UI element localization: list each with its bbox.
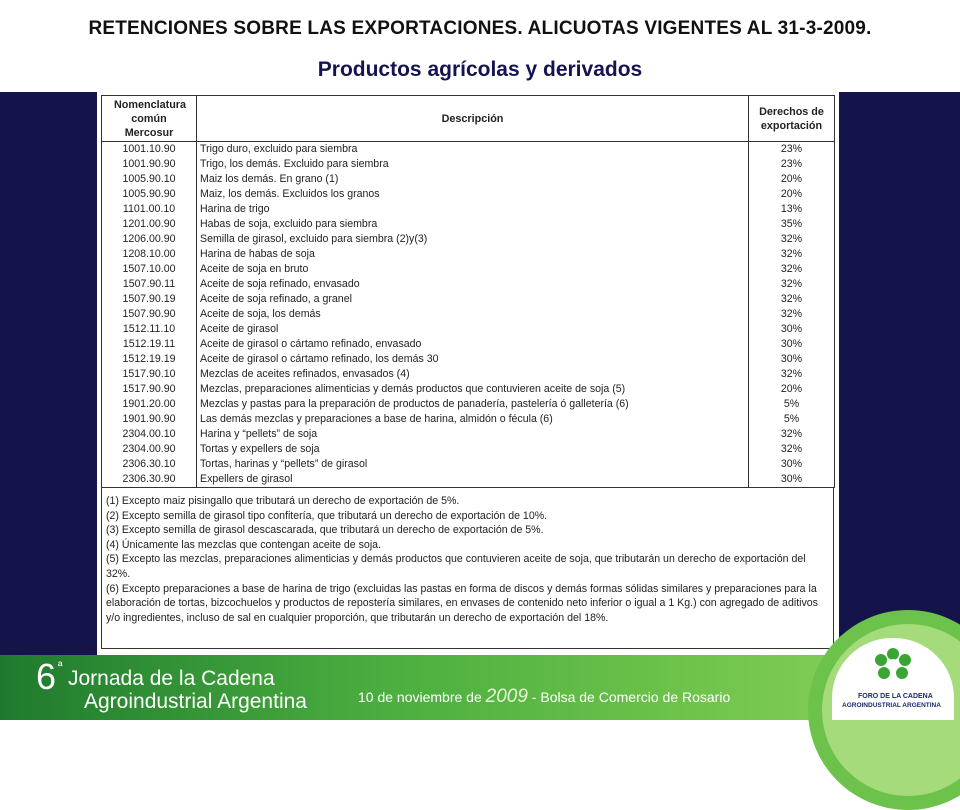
table-row: [102, 472, 835, 488]
ncm-code: 1512.19.19: [102, 352, 197, 367]
table-row: [102, 442, 835, 457]
export-rate: 30%: [749, 337, 835, 352]
table-row: [102, 292, 835, 307]
export-rate: 32%: [749, 277, 835, 292]
export-rate: 23%: [749, 142, 835, 158]
export-rate: 32%: [749, 247, 835, 262]
product-description: Mezclas, preparaciones alimenticias y demás productos que contuvieren aceite de soja (5): [197, 382, 749, 397]
export-rate: 30%: [749, 352, 835, 367]
ncm-code: 1507.90.11: [102, 277, 197, 292]
export-rate: 30%: [749, 457, 835, 472]
ncm-code: 1005.90.10: [102, 172, 197, 187]
product-description: Maiz, los demás. Excluidos los granos: [197, 187, 749, 202]
table-row: [102, 337, 835, 352]
export-rate: 32%: [749, 232, 835, 247]
ncm-code: 1507.90.90: [102, 307, 197, 322]
export-rate: 30%: [749, 322, 835, 337]
footnote: (6) Excepto preparaciones a base de harina de trigo (excluidas las pastas en forma de discos y demás formas sólidas similares y preparaciones para la elaboración de tortas, bizcochuelos y productos de repostería similares, en envases de contenido neto inferior o igual a 1 Kg.) con agregado de aditivos y/o ingredientes, incluso de sal en cualquier proporción, que tributarán un derecho de exportación del 18%.: [106, 582, 818, 624]
product-description: Expellers de girasol: [197, 472, 749, 488]
export-rate: 35%: [749, 217, 835, 232]
table-row: [102, 232, 835, 247]
product-description: Aceite de soja, los demás: [197, 307, 749, 322]
event-year: 2009: [485, 686, 528, 707]
ncm-code: 1001.10.90: [102, 142, 197, 158]
product-description: Maiz los demás. En grano (1): [197, 172, 749, 187]
export-rate: 32%: [749, 442, 835, 457]
product-description: Habas de soja, excluido para siembra: [197, 217, 749, 232]
product-description: Aceite de soja en bruto: [197, 262, 749, 277]
product-description: Harina de trigo: [197, 202, 749, 217]
product-description: Trigo, los demás. Excluido para siembra: [197, 157, 749, 172]
table-row: [102, 247, 835, 262]
export-rate: 32%: [749, 292, 835, 307]
export-rate: 32%: [749, 367, 835, 382]
export-rate: 5%: [749, 412, 835, 427]
title-band: [0, 0, 960, 92]
table-row: [102, 217, 835, 232]
ncm-code: 1507.10.00: [102, 262, 197, 277]
product-description: Las demás mezclas y preparaciones a base de harina, almidón o fécula (6): [197, 412, 749, 427]
event-date: [358, 686, 730, 708]
table-row: [102, 412, 835, 427]
ncm-code: 1512.19.11: [102, 337, 197, 352]
ncm-code: 2304.00.90: [102, 442, 197, 457]
footnote: (5) Excepto las mezclas, preparaciones alimenticias y demás productos que contuvieren aceite de soja, que tributarán un derecho de exportación del 32%.: [106, 553, 806, 580]
edition-number: 6: [36, 656, 57, 697]
table-row: [102, 187, 835, 202]
ncm-code: 2306.30.90: [102, 472, 197, 488]
event-name-line2: Agroindustrial Argentina: [84, 690, 307, 713]
export-rate: 32%: [749, 262, 835, 277]
document-sheet: [97, 92, 839, 655]
product-description: Tortas, harinas y “pellets” de girasol: [197, 457, 749, 472]
export-rate: 32%: [749, 307, 835, 322]
event-name-line1: Jornada de la Cadena: [68, 667, 275, 690]
product-description: Mezclas y pastas para la preparación de productos de panadería, pastelería ó galletería (6): [197, 397, 749, 412]
event-venue: - Bolsa de Comercio de Rosario: [527, 689, 731, 705]
ncm-code: 1005.90.90: [102, 187, 197, 202]
product-description: Semilla de girasol, excluido para siembra (2)y(3): [197, 232, 749, 247]
edition-superscript: ª: [58, 659, 63, 673]
product-description: Aceite de girasol o cártamo refinado, los demás 30: [197, 352, 749, 367]
table-row: [102, 457, 835, 472]
product-description: Tortas y expellers de soja: [197, 442, 749, 457]
ncm-code: 1507.90.19: [102, 292, 197, 307]
slide-subtitle: Productos agrícolas y derivados: [317, 58, 643, 81]
table-row: [102, 352, 835, 367]
product-description: Harina de habas de soja: [197, 247, 749, 262]
header-ncm: Nomenclatura común Mercosur: [102, 96, 197, 142]
export-rate: 30%: [749, 472, 835, 488]
table-row: [102, 262, 835, 277]
table-header-row: [102, 96, 835, 142]
export-rate: 20%: [749, 187, 835, 202]
slide-title: RETENCIONES SOBRE LAS EXPORTACIONES. ALICUOTAS VIGENTES AL 31-3-2009.: [88, 18, 872, 39]
ncm-code: 2304.00.10: [102, 427, 197, 442]
product-description: Harina y “pellets” de soja: [197, 427, 749, 442]
footnote: (4) Únicamente las mezclas que contengan aceite de soja.: [106, 538, 382, 551]
footnotes: [101, 487, 834, 649]
export-rate: 13%: [749, 202, 835, 217]
table-row: [102, 172, 835, 187]
footnote: (3) Excepto semilla de girasol descascarada, que tributará un derecho de exportación de 5%.: [106, 524, 544, 537]
ncm-code: 1901.20.00: [102, 397, 197, 412]
ncm-code: 1512.11.10: [102, 322, 197, 337]
ncm-code: 2306.30.10: [102, 457, 197, 472]
ncm-code: 1101.00.10: [102, 202, 197, 217]
product-description: Aceite de soja refinado, a granel: [197, 292, 749, 307]
ncm-code: 1901.90.90: [102, 412, 197, 427]
table-row: [102, 307, 835, 322]
product-description: Aceite de soja refinado, envasado: [197, 277, 749, 292]
ncm-code: 1001.90.90: [102, 157, 197, 172]
export-rate: 32%: [749, 427, 835, 442]
footnote: (1) Excepto maiz pisingallo que tributará un derecho de exportación de 5%.: [106, 495, 460, 507]
table-row: [102, 397, 835, 412]
product-description: Trigo duro, excluido para siembra: [197, 142, 749, 158]
ncm-code: 1517.90.10: [102, 367, 197, 382]
table-row: [102, 367, 835, 382]
product-description: Aceite de girasol o cártamo refinado, envasado: [197, 337, 749, 352]
table-row: [102, 157, 835, 172]
table-row: [102, 427, 835, 442]
ncm-code: 1201.00.90: [102, 217, 197, 232]
table-row: [102, 202, 835, 217]
export-rate: 20%: [749, 382, 835, 397]
product-description: Mezclas de aceites refinados, envasados (4): [197, 367, 749, 382]
ncm-code: 1517.90.90: [102, 382, 197, 397]
ncm-code: 1208.10.00: [102, 247, 197, 262]
header-description: Descripción: [197, 96, 749, 142]
table-row: [102, 277, 835, 292]
logo-text-line2: AGROINDUSTRIAL ARGENTINA: [842, 702, 941, 709]
table-row: [102, 322, 835, 337]
table-row: [102, 142, 835, 158]
product-description: Aceite de girasol: [197, 322, 749, 337]
export-rate: 23%: [749, 157, 835, 172]
flower-logo-icon: [832, 638, 954, 698]
table-row: [102, 382, 835, 397]
tariff-table: [101, 95, 835, 488]
event-date-prefix: 10 de noviembre de: [358, 689, 486, 705]
header-rate: Derechos de exportación: [749, 96, 835, 142]
ncm-code: 1206.00.90: [102, 232, 197, 247]
export-rate: 5%: [749, 397, 835, 412]
footnote: (2) Excepto semilla de girasol tipo confitería, que tributará un derecho de exportación de 10%.: [106, 509, 548, 522]
export-rate: 20%: [749, 172, 835, 187]
logo-text-line1: FORO DE LA CADENA: [858, 693, 933, 700]
